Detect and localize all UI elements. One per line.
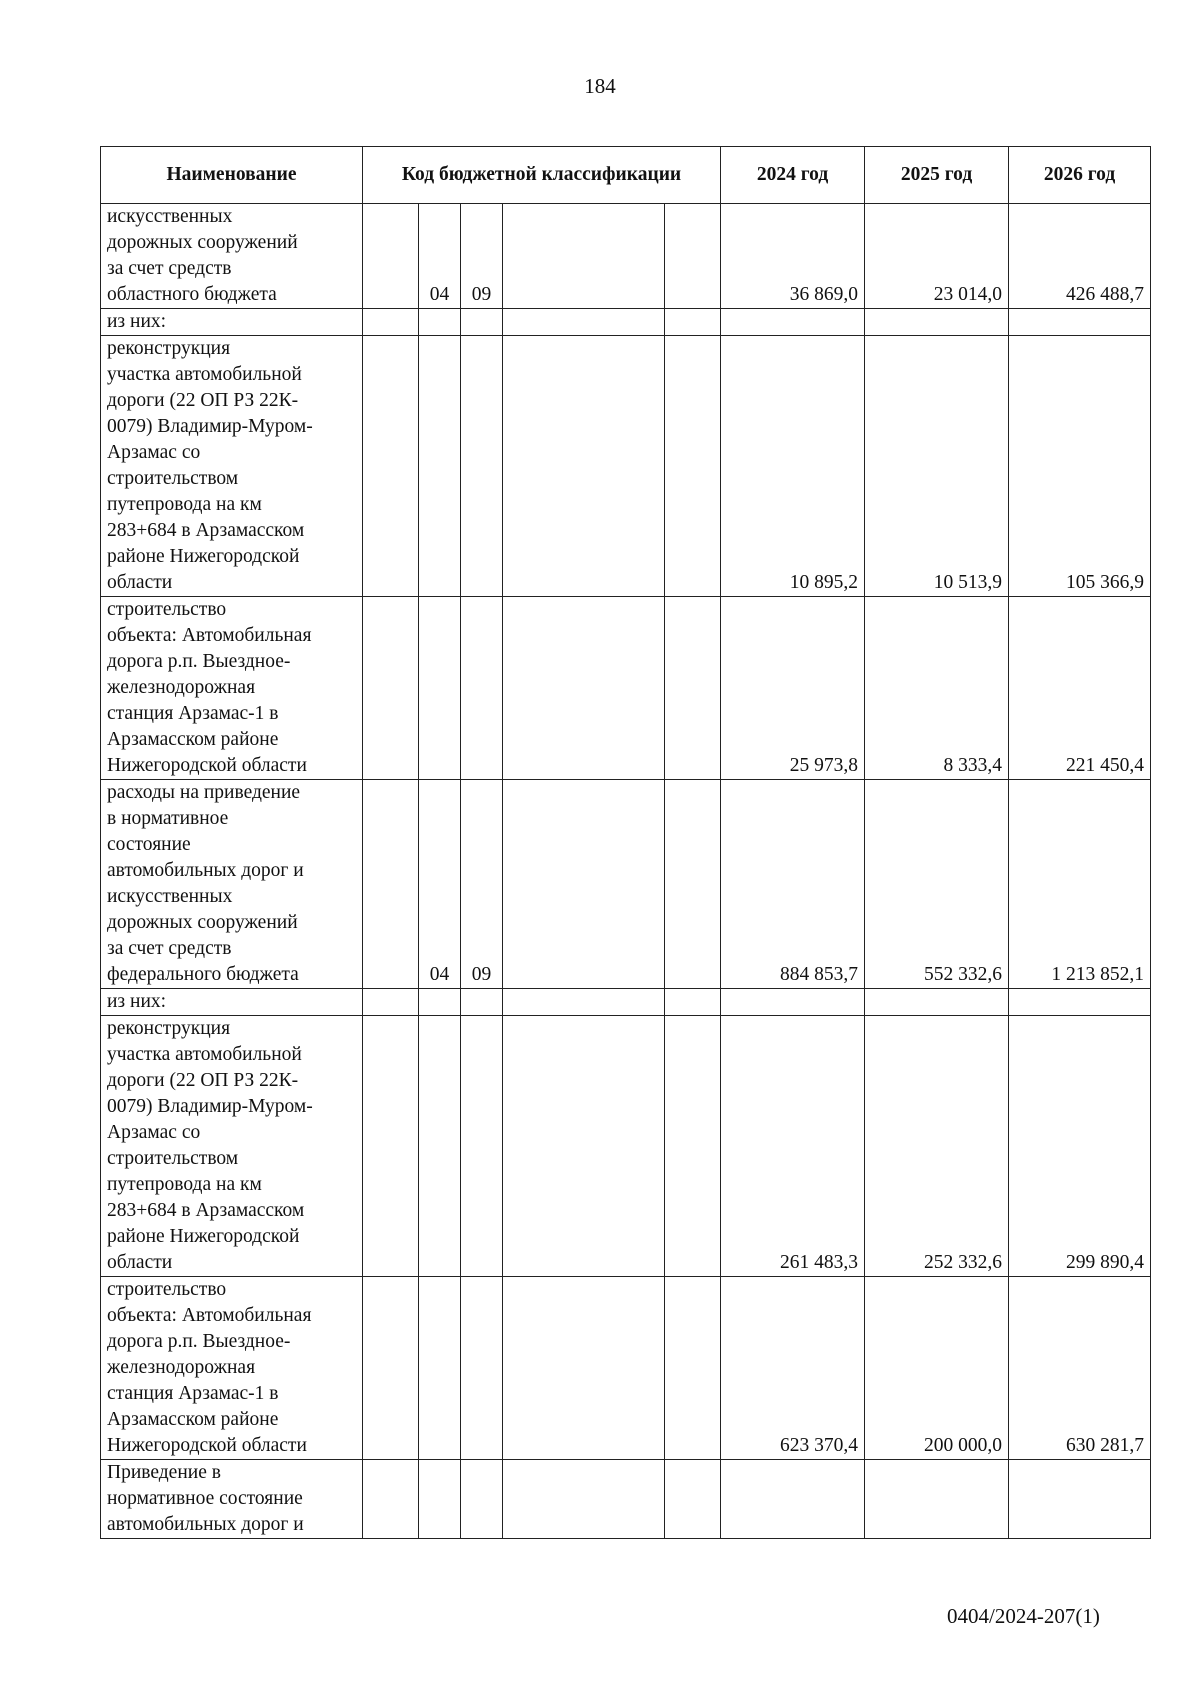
row-name [101,989,363,1016]
code-cell-section [419,1460,461,1539]
row-name-line: автомобильных дорог и [107,1514,304,1535]
code-cell-1 [363,989,419,1016]
value-2025: 552 332,6 [865,780,1009,989]
row-name-line: расходы на приведение [107,782,301,803]
row-name-line: участка автомобильной [107,364,302,385]
code-cell-section [419,1016,461,1277]
code-cell-subsection [461,1277,503,1460]
row-name-line: Нижегородской области [107,755,307,776]
table-row [101,204,1151,309]
value-2024: 25 973,8 [721,597,865,780]
value-2024: 261 483,3 [721,1016,865,1277]
row-name-line: из них: [107,311,167,332]
code-cell-1 [363,1277,419,1460]
value-2026: 299 890,4 [1009,1016,1151,1277]
code-cell-1 [363,1460,419,1539]
code-cell-section [419,1277,461,1460]
value-2024: 36 869,0 [721,204,865,309]
row-name [101,1016,363,1277]
code-cell-type [665,597,721,780]
code-cell-subsection: 09 [461,204,503,309]
value-2025 [865,1460,1009,1539]
value-2026: 1 213 852,1 [1009,780,1151,989]
row-name-line: районе Нижегородской [107,1226,300,1247]
code-cell-type [665,336,721,597]
header-row [101,147,1151,204]
row-name-line: Приведение в [107,1462,221,1483]
code-cell-1 [363,780,419,989]
row-name [101,1460,363,1539]
row-name-line: автомобильных дорог и [107,860,304,881]
row-name-line: в нормативное [107,808,229,829]
table-row [101,336,1151,597]
row-name-line: реконструкция [107,1018,231,1039]
row-name-line: из них: [107,991,167,1012]
row-name [101,780,363,989]
row-name-line: участка автомобильной [107,1044,302,1065]
row-name [101,1277,363,1460]
code-cell-type [665,989,721,1016]
code-cell-type [665,1277,721,1460]
code-cell-target [503,204,665,309]
code-cell-target [503,1460,665,1539]
value-2026: 221 450,4 [1009,597,1151,780]
code-cell-subsection [461,989,503,1016]
row-name-line: за счет средств [107,258,232,279]
code-cell-type [665,204,721,309]
row-name-line: железнодорожная [107,1357,256,1378]
code-cell-section: 04 [419,204,461,309]
row-name-line: федерального бюджета [107,964,299,985]
code-cell-type [665,1016,721,1277]
row-name-line: 0079) Владимир-Муром- [107,416,313,437]
row-name-line: дороги (22 ОП РЗ 22К- [107,1070,299,1091]
table-row [101,1277,1151,1460]
row-name [101,204,363,309]
header-2025: 2025 год [865,147,1009,204]
code-cell-subsection [461,309,503,336]
table-body [101,204,1151,1539]
row-name-line: 283+684 в Арзамасском [107,520,305,541]
header-2026: 2026 год [1009,147,1151,204]
value-2024: 10 895,2 [721,336,865,597]
row-name-line: районе Нижегородской [107,546,300,567]
value-2026: 426 488,7 [1009,204,1151,309]
value-2025: 23 014,0 [865,204,1009,309]
code-cell-type [665,1460,721,1539]
budget-table [100,146,1151,1539]
value-2024 [721,309,865,336]
value-2024 [721,989,865,1016]
row-name-line: Нижегородской области [107,1435,307,1456]
value-2026 [1009,1460,1151,1539]
row-name-line: железнодорожная [107,677,256,698]
row-name-line: искусственных [107,206,233,227]
row-name-line: дорога р.п. Выездное- [107,1331,291,1352]
code-cell-section [419,336,461,597]
code-cell-type [665,780,721,989]
row-name-line: искусственных [107,886,233,907]
value-2024: 884 853,7 [721,780,865,989]
code-cell-subsection [461,1460,503,1539]
row-name-line: дороги (22 ОП РЗ 22К- [107,390,299,411]
value-2025: 8 333,4 [865,597,1009,780]
code-cell-target [503,597,665,780]
row-name-line: области [107,572,173,593]
row-name-line: строительством [107,1148,239,1169]
table-row [101,1016,1151,1277]
code-cell-target [503,336,665,597]
row-name-line: реконструкция [107,338,231,359]
row-name [101,597,363,780]
value-2025: 10 513,9 [865,336,1009,597]
row-name-line: 0079) Владимир-Муром- [107,1096,313,1117]
row-name-line: за счет средств [107,938,232,959]
code-cell-type [665,309,721,336]
value-2025: 252 332,6 [865,1016,1009,1277]
code-cell-1 [363,597,419,780]
code-cell-section [419,989,461,1016]
value-2025 [865,309,1009,336]
row-name-line: Арзамасском районе [107,1409,279,1430]
row-name-line: дорога р.п. Выездное- [107,651,291,672]
row-name-line: объекта: Автомобильная [107,1305,312,1326]
row-name-line: 283+684 в Арзамасском [107,1200,305,1221]
row-name-line: областного бюджета [107,284,277,305]
value-2025 [865,989,1009,1016]
code-cell-section [419,309,461,336]
table-row [101,597,1151,780]
row-name-line: станция Арзамас-1 в [107,703,279,724]
code-cell-subsection [461,1016,503,1277]
table-row [101,780,1151,989]
header-2024: 2024 год [721,147,865,204]
value-2024: 623 370,4 [721,1277,865,1460]
row-name-line: путепровода на км [107,1174,262,1195]
value-2026: 105 366,9 [1009,336,1151,597]
row-name-line: объекта: Автомобильная [107,625,312,646]
code-cell-1 [363,309,419,336]
row-name-line: Арзамасском районе [107,729,279,750]
row-name-line: строительство [107,599,227,620]
row-name-line: строительством [107,468,239,489]
row-name-line: Арзамас со [107,442,201,463]
code-cell-subsection [461,336,503,597]
document-code: 0404/2024-207(1) [947,1604,1100,1628]
value-2024 [721,1460,865,1539]
code-cell-target [503,1277,665,1460]
value-2026: 630 281,7 [1009,1277,1151,1460]
header-code: Код бюджетной классификации [363,147,721,204]
row-name-line: области [107,1252,173,1273]
row-name-line: дорожных сооружений [107,232,298,253]
header-name: Наименование [101,147,363,204]
code-cell-section [419,597,461,780]
code-cell-section: 04 [419,780,461,989]
code-cell-target [503,780,665,989]
value-2025: 200 000,0 [865,1277,1009,1460]
row-name [101,336,363,597]
code-cell-target [503,309,665,336]
value-2026 [1009,989,1151,1016]
code-cell-subsection [461,597,503,780]
row-name [101,309,363,336]
code-cell-1 [363,336,419,597]
code-cell-subsection: 09 [461,780,503,989]
row-name-line: дорожных сооружений [107,912,298,933]
table-row [101,309,1151,336]
table-row [101,989,1151,1016]
code-cell-target [503,989,665,1016]
value-2026 [1009,309,1151,336]
row-name-line: станция Арзамас-1 в [107,1383,279,1404]
row-name-line: путепровода на км [107,494,262,515]
page-number: 184 [584,74,616,98]
code-cell-target [503,1016,665,1277]
code-cell-1 [363,204,419,309]
code-cell-1 [363,1016,419,1277]
row-name-line: состояние [107,834,191,855]
row-name-line: нормативное состояние [107,1488,303,1509]
row-name-line: Арзамас со [107,1122,201,1143]
row-name-line: строительство [107,1279,227,1300]
table-row [101,1460,1151,1539]
